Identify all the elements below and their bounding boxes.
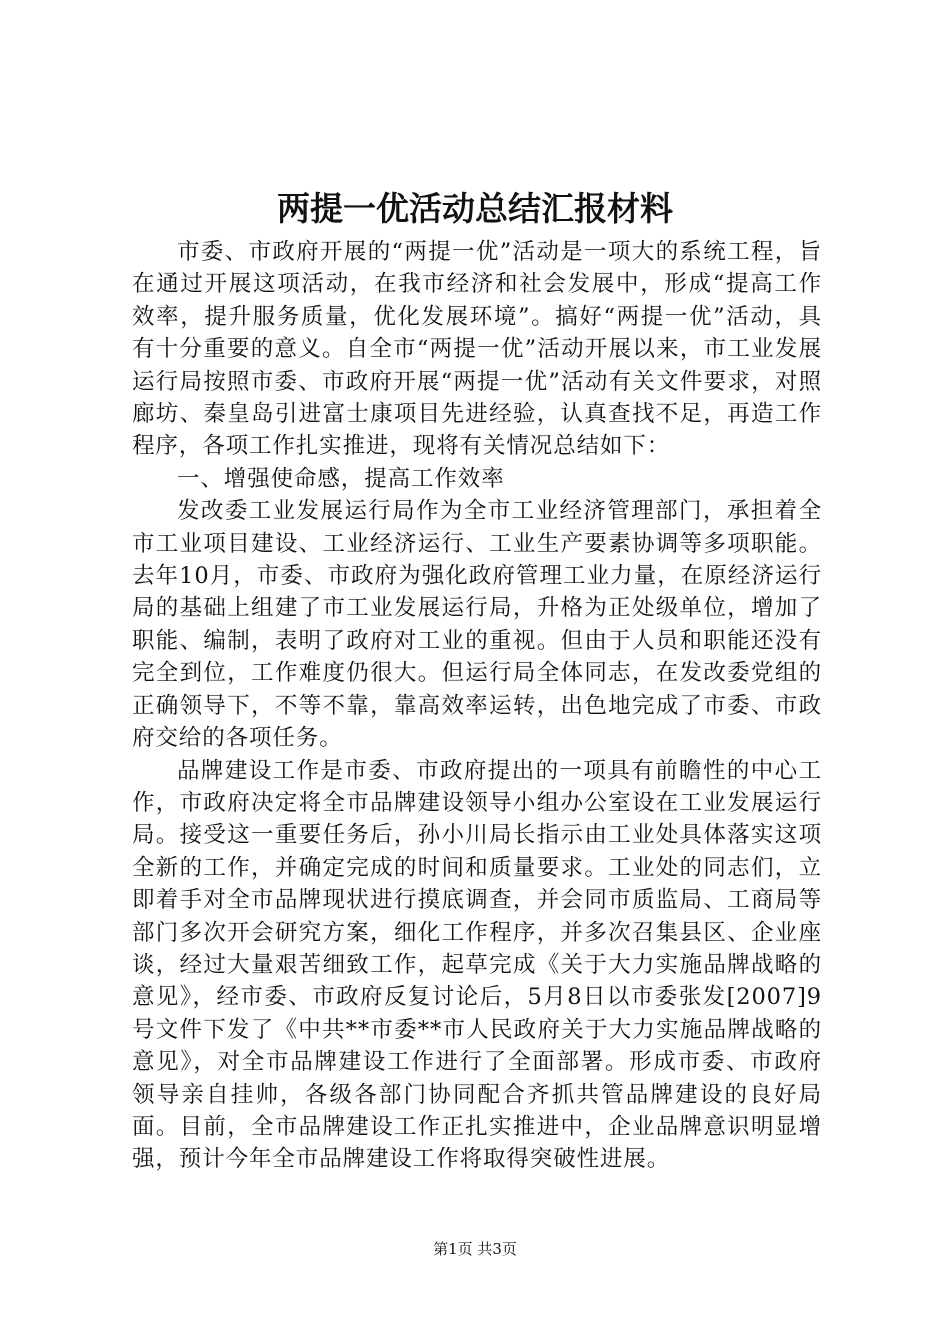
paragraph-brand-building: 品牌建设工作是市委、市政府提出的一项具有前瞻性的中心工作，市政府决定将全市品牌建设领导小组办公室设在工业发展运行局。接受这一重要任务后，孙小川局长指示由工业处具体落实这项全新的工作，并确定完成的时间和质量要求。工业处的同志们，立即着手对全市品牌现状进行摸底调查，并会同市质监局、工商局等部门多次开会研究方案，细化工作程序，并多次召集县区、企业座谈，经过大量艰苦细致工作，起草完成《关于大力实施品牌战略的意见》，经市委、市政府反复讨论后，5月8日以市委张发[2007]9号文件下发了《中共**市委**市人民政府关于大力实施品牌战略的意见》，对全市品牌建设工作进行了全面部署。形成市委、市政府领导亲自挂帅，各级各部门协同配合齐抓共管品牌建设的良好局面。目前，全市品牌建设工作正扎实推进中，企业品牌意识明显增强，预计今年全市品牌建设工作将取得突破性进展。 [132, 757, 822, 1173]
section-heading-1: 一、增强使命感，提高工作效率 [177, 465, 505, 492]
page-number-footer: 第1页 共3页 [433, 1240, 517, 1258]
paragraph-section-1-body: 发改委工业发展运行局作为全市工业经济管理部门，承担着全市工业项目建设、工业经济运行、工业生产要素协调等多项职能。去年10月，市委、市政府为强化政府管理工业力量，在原经济运行局的基础上组建了市工业发展运行局，升格为正处级单位，增加了职能、编制，表明了政府对工业的重视。但由于人员和职能还没有完全到位，工作难度仍很大。但运行局全体同志，在发改委党组的正确领导下，不等不靠，靠高效率运转，出色地完成了市委、市政府交给的各项任务。 [132, 498, 822, 752]
document-body [132, 236, 822, 1176]
paragraph-intro: 市委、市政府开展的“两提一优”活动是一项大的系统工程，旨在通过开展这项活动，在我市经济和社会发展中，形成“提高工作效率，提升服务质量，优化发展环境”。搞好“两提一优”活动，具有十分重要的意义。自全市“两提一优”活动开展以来，市工业发展运行局按照市委、市政府开展“两提一优”活动有关文件要求，对照廊坊、秦皇岛引进富士康项目先进经验，认真查找不足，再造工作程序，各项工作扎实推进，现将有关情况总结如下： [132, 239, 822, 460]
document-title: 两提一优活动总结汇报材料 [277, 189, 673, 228]
